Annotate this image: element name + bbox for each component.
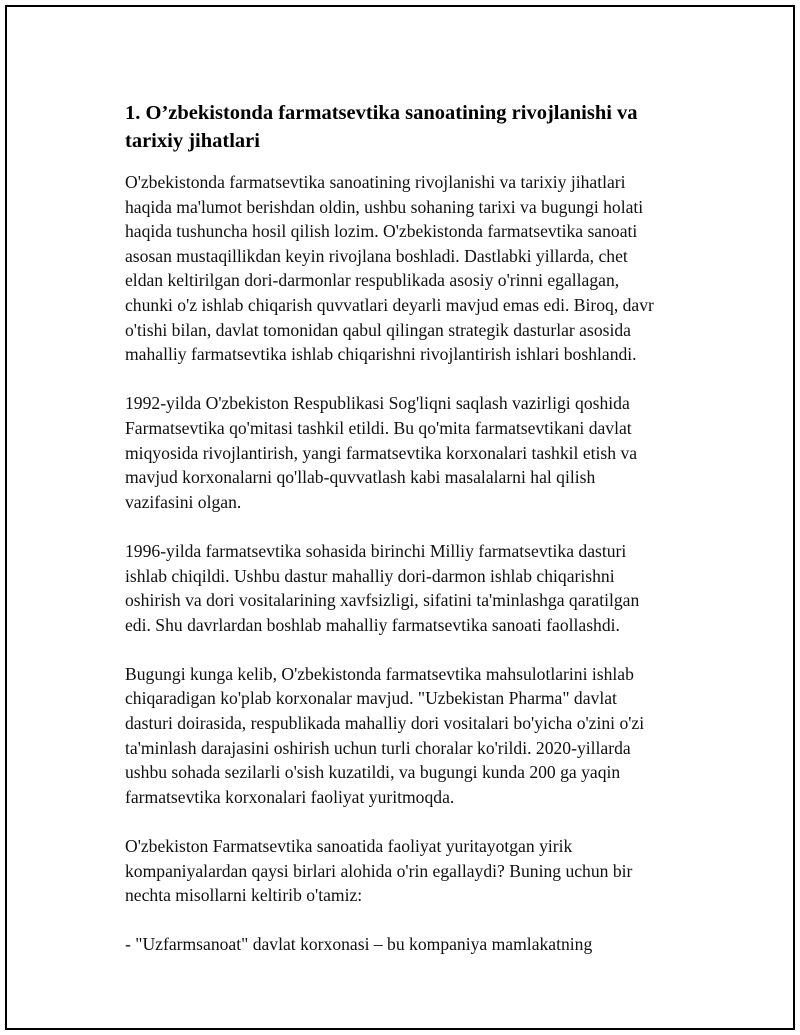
paragraph-1992: 1992-yilda O'zbekiston Respublikasi Sog'liqni saqlash vazirligi qoshida Farmatsevtika qo'mitasi tashkil etildi. Bu qo'mita farmatsevtikani davlat miqyosida rivojlantirish, yangi farmatsevtika korxonalari tashkil etish va mavjud korxonalarni qo'llab-quvvatlash kabi masalalarni hal qilish vazifasini olgan. [125,393,638,512]
paragraph-1996: 1996-yilda farmatsevtika sohasida birinchi Milliy farmatsevtika dasturi ishlab chiqildi. Ushbu dastur mahalliy dori-darmon ishlab chiqarishni oshirish va dori vositalarining xavfsizligi, sifatini ta'minlashga qaratilgan edi. Shu davrlardan boshlab mahalliy farmatsevtika sanoati faollashdi. [125,540,640,635]
section-heading: 1. O’zbekistonda farmatsevtika sanoatining rivojlanishi va tarixiy jihatlari [125,102,638,152]
page-frame [5,5,795,1030]
list-item-uzfarmsanoat: - "Uzfarmsanoat" davlat korxonasi – bu kompaniya mamlakatning [125,934,593,955]
paragraph-intro: O'zbekistonda farmatsevtika sanoatining rivojlanishi va tarixiy jihatlari haqida ma'lumot berishdan oldin, ushbu sohaning tarixi va bugungi holati haqida tushuncha hosil qilish lozim. O'zbekistonda farmatsevtika sanoati asosan mustaqillikdan keyin rivojlana boshladi. Dastlabki yillarda, chet eldan keltirilgan dori-darmonlar respublikada asosiy o'rinni egallagan, chunki o'z ishlab chiqarish quvvatlari deyarli mavjud emas edi. Biroq, davr o'tishi bilan, davlat tomonidan qabul qilingan strategik dasturlar asosida mahalliy farmatsevtika ishlab chiqarishni rivojlantirish ishlari boshlandi. [125,172,654,365]
paragraph-companies: O'zbekiston Farmatsevtika sanoatida faoliyat yuritayotgan yirik kompaniyalardan qaysi birlari alohida o'rin egallaydi? Buning uchun bir nechta misollarni keltirib o'tamiz: [125,836,633,906]
paragraph-today: Bugungi kunga kelib, O'zbekistonda farmatsevtika mahsulotlarini ishlab chiqaradigan ko'plab korxonalar mavjud. "Uzbekistan Pharma" davlat dasturi doirasida, respublikada mahalliy dori vositalari bo'yicha o'zini o'zi ta'minlash darajasini oshirish uchun turli choralar ko'rildi. 2020-yillarda ushbu sohada sezilarli o'sish kuzatildi, va bugungi kunda 200 ga yaqin farmatsevtika korxonalari faoliyat yuritmoqda. [125,663,645,807]
document-body [125,99,665,957]
